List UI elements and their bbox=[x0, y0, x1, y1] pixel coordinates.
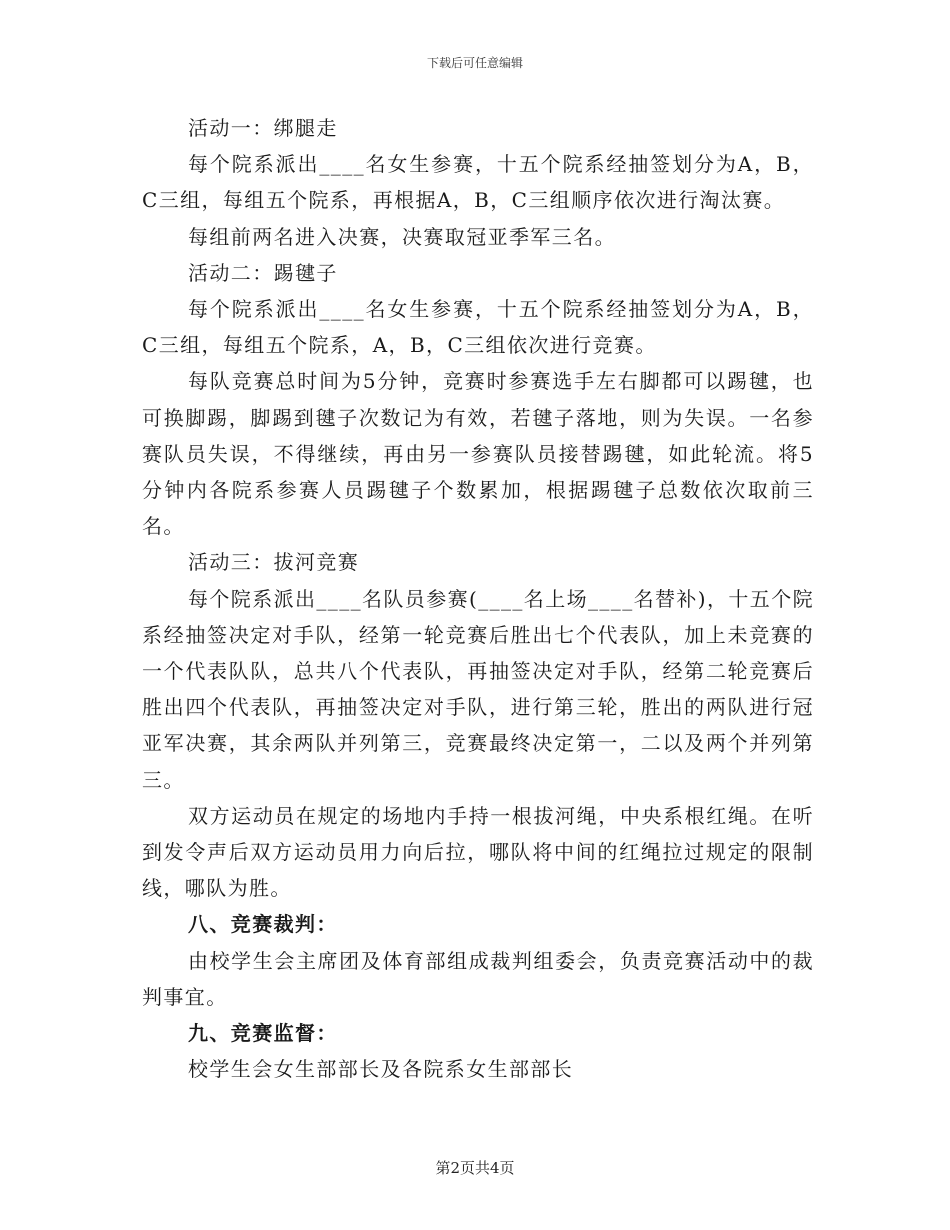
activity-one-title: 活动一：绑腿走 bbox=[188, 116, 338, 140]
page-number: 第2页共4页 bbox=[435, 1159, 515, 1177]
activity-two-details: 每队竞赛总时间为5分钟，竞赛时参赛选手左右脚都可以踢毽，也可换脚踢，脚踢到毽子次数记为有效，若毽子落地，则为失误。一名参赛队员失误，不得继续，再由另一参赛队员接替踢毽，如此轮流。将5分钟内各院系参赛人员踢毽子个数累加，根据踢毽子总数依次取前三名。 bbox=[142, 369, 814, 539]
section-heading-judging: 八、竞赛裁判： bbox=[188, 912, 338, 937]
activity-three-details: 双方运动员在规定的场地内手持一根拔河绳，中央系根红绳。在听到发令声后双方运动员用力向后拉，哪队将中间的红绳拉过规定的限制线，哪队为胜。 bbox=[142, 803, 814, 901]
document-body bbox=[142, 110, 814, 1087]
activity-two-rules: 每个院系派出____名女生参赛，十五个院系经抽签划分为A，B，C三组，每组五个院系，A，B，C三组依次进行竞赛。 bbox=[142, 297, 814, 358]
section-heading-supervision: 九、竞赛监督： bbox=[188, 1021, 338, 1046]
judging-text: 由校学生会主席团及体育部组成裁判组委会，负责竞赛活动中的裁判事宜。 bbox=[142, 948, 814, 1009]
activity-one-rules: 每个院系派出____名女生参赛，十五个院系经抽签划分为A，B，C三组，每组五个院系，再根据A，B，C三组顺序依次进行淘汰赛。 bbox=[142, 152, 814, 213]
activity-three-rules: 每个院系派出____名队员参赛(____名上场____名替补)，十五个院系经抽签决定对手队，经第一轮竞赛后胜出七个代表队，加上未竞赛的一个代表队队，总共八个代表队，再抽签决定对手队，经第二轮竞赛后胜出四个代表队，再抽签决定对手队，进行第三轮，胜出的两队进行冠亚军决赛，其余两队并列第三，竞赛最终决定第一，二以及两个并列第三。 bbox=[142, 586, 815, 792]
page-header: 下载后可任意编辑 bbox=[426, 56, 523, 70]
supervision-text: 校学生会女生部部长及各院系女生部部长 bbox=[188, 1057, 574, 1082]
activity-one-final: 每组前两名进入决赛，决赛取冠亚季军三名。 bbox=[188, 224, 616, 249]
activity-two-title: 活动二：踢毽子 bbox=[188, 260, 338, 285]
activity-three-title: 活动三：拔河竞赛 bbox=[188, 550, 360, 575]
